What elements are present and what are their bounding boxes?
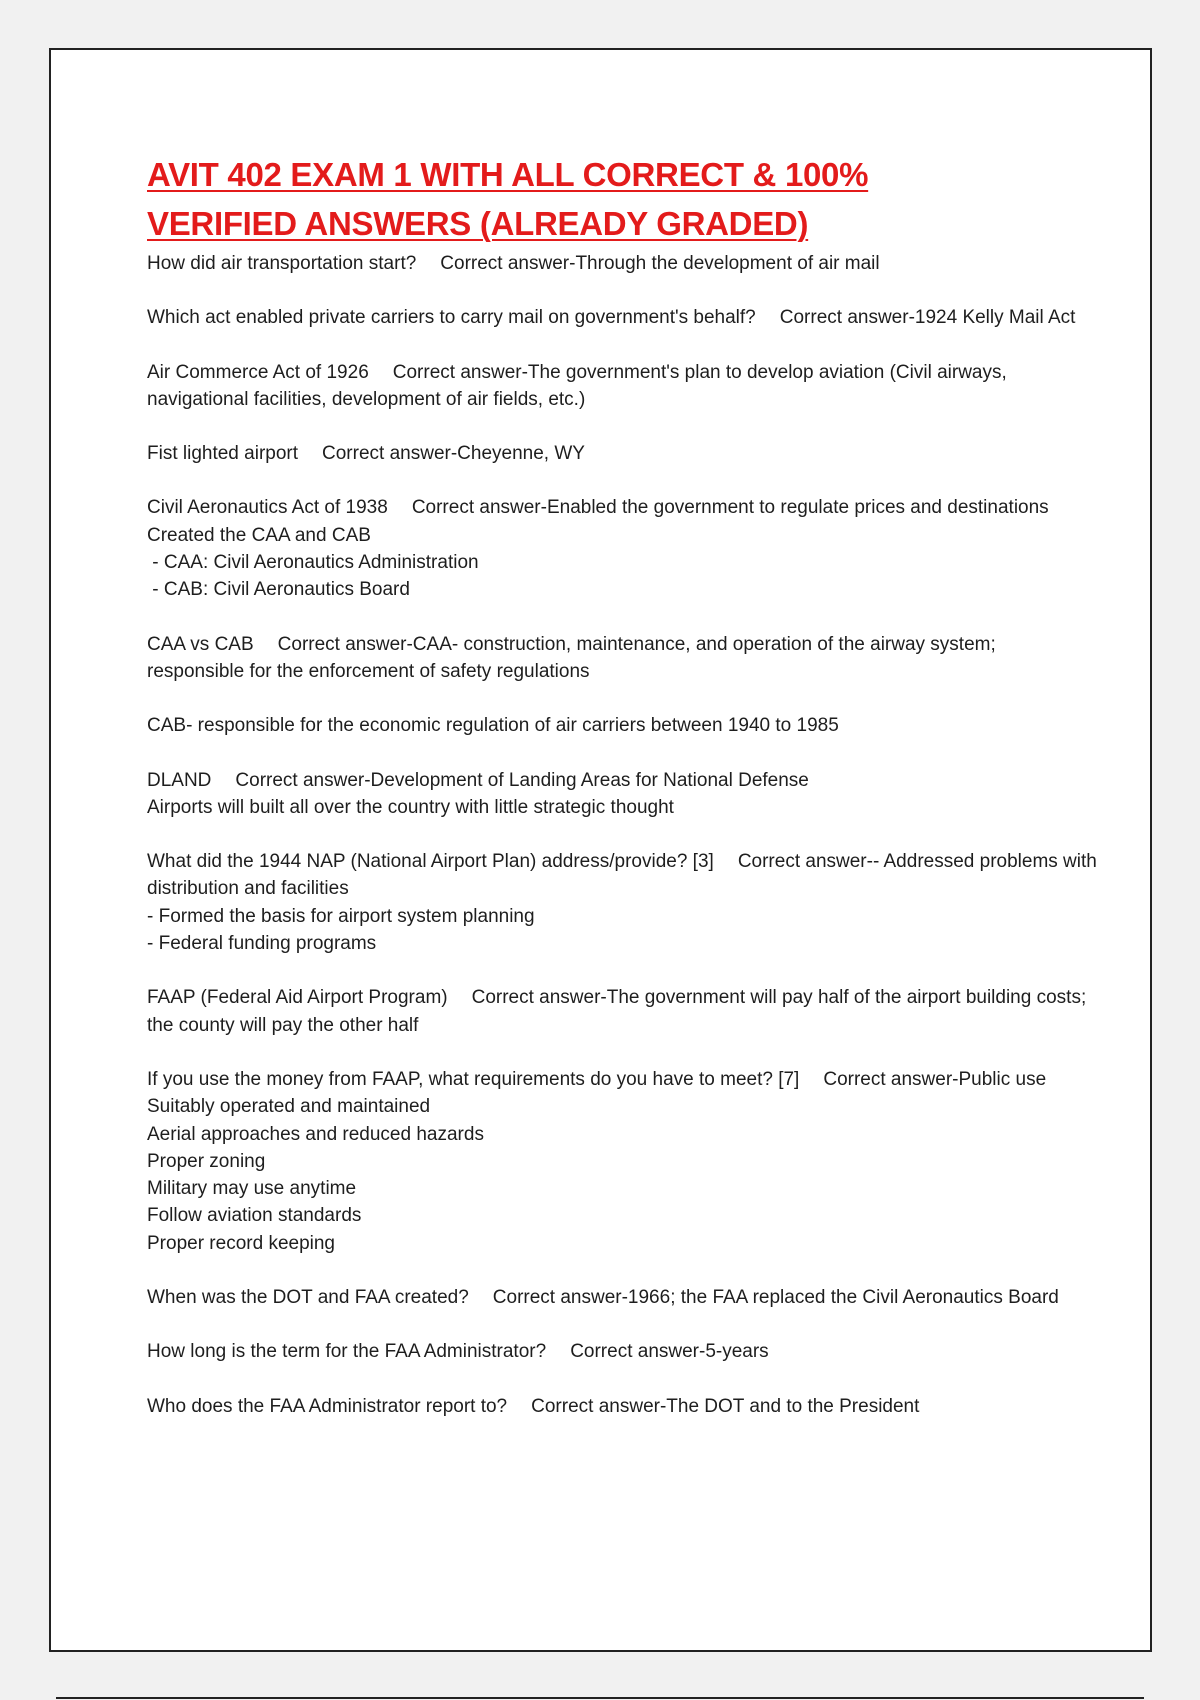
qa-item (147, 848, 1097, 957)
answer-extra-line: Proper record keeping (147, 1232, 335, 1254)
qa-main-line (147, 1284, 1097, 1311)
qa-item (147, 359, 1097, 414)
answer-text: Correct answer-The government's plan to develop aviation (Civil airways, navigational facilities, development of air fields, etc.) (147, 361, 1007, 410)
qa-item (147, 494, 1097, 603)
qa-main-line (147, 631, 1097, 686)
question-text: How did air transportation start? (147, 253, 417, 274)
answer-text: Correct answer-- Addressed problems with distribution and facilities (147, 851, 1097, 900)
answer-text: Correct answer-Public use (823, 1068, 1047, 1090)
qa-main-line (147, 1393, 1097, 1420)
qa-item (147, 712, 1097, 739)
qa-item (147, 1338, 1097, 1365)
answer-text: Correct answer-Enabled the government to regulate prices and destinations (411, 497, 1049, 519)
answer-text: Correct answer-CAA- construction, maintenance, and operation of the airway system; responsible for the enforcement of safety regulations (147, 633, 996, 682)
question-text: Which act enabled private carriers to carry mail on government's behalf? (147, 307, 756, 329)
answer-text: Correct answer-1966; the FAA replaced the Civil Aeronautics Board (492, 1287, 1059, 1309)
answer-text: Correct answer-Through the development of air mail (440, 253, 880, 274)
qa-main-line (147, 712, 1097, 739)
answer-extra-line: - CAB: Civil Aeronautics Board (147, 579, 410, 601)
question-text: DLAND (147, 769, 212, 791)
question-text: How long is the term for the FAA Administrator? (147, 1341, 547, 1363)
qa-main-line (147, 767, 1097, 794)
qa-main-line (147, 494, 1097, 521)
qa-main-line (147, 1338, 1097, 1365)
answer-extra-line: - Formed the basis for airport system planning (147, 905, 535, 927)
answer-text: Correct answer-The DOT and to the President (531, 1395, 920, 1417)
answer-extra-line: Military may use anytime (147, 1178, 357, 1200)
answer-extra-line: - Federal funding programs (147, 933, 377, 955)
question-text: Who does the FAA Administrator report to? (147, 1395, 508, 1417)
answer-extra-line: Proper zoning (147, 1150, 266, 1172)
question-text: Civil Aeronautics Act of 1938 (147, 497, 388, 519)
question-text: Fist lighted airport (147, 443, 299, 465)
qa-item (147, 250, 1097, 277)
qa-item (147, 984, 1097, 1039)
answer-extra-line: Suitably operated and maintained (147, 1096, 431, 1118)
qa-main-line (147, 1066, 1097, 1093)
answer-extra-line: Follow aviation standards (147, 1205, 362, 1227)
question-text: What did the 1944 NAP (National Airport Plan) address/provide? [3] (147, 851, 714, 873)
qa-item (147, 1066, 1097, 1257)
question-text: FAAP (Federal Aid Airport Program) (147, 987, 448, 1009)
answer-text: Correct answer-Development of Landing Areas for National Defense (235, 769, 809, 791)
qa-item (147, 1393, 1097, 1420)
answer-extra-line: Aerial approaches and reduced hazards (147, 1123, 484, 1145)
qa-main-line (147, 848, 1097, 903)
answer-extra-line: Airports will built all over the country with little strategic thought (147, 796, 674, 818)
next-page-border (56, 1697, 1144, 1699)
qa-list (147, 250, 1097, 1420)
qa-main-line (147, 359, 1097, 414)
qa-main-line (147, 250, 1097, 277)
answer-text: Correct answer-1924 Kelly Mail Act (779, 307, 1076, 329)
qa-item (147, 440, 1097, 467)
answer-text: Correct answer-Cheyenne, WY (322, 443, 585, 465)
qa-item (147, 631, 1097, 686)
document-content (147, 150, 1097, 1447)
answer-text: CAB- responsible for the economic regulation of air carriers between 1940 to 1985 (147, 715, 839, 737)
document-title (147, 150, 1097, 248)
question-text: If you use the money from FAAP, what requirements do you have to meet? [7] (147, 1068, 800, 1090)
document-page (49, 48, 1152, 1652)
title-line-2: VERIFIED ANSWERS (ALREADY GRADED) (147, 205, 809, 242)
qa-item (147, 304, 1097, 331)
qa-item (147, 1284, 1097, 1311)
answer-extra-line: Created the CAA and CAB (147, 524, 371, 546)
qa-main-line (147, 440, 1097, 467)
question-text: Air Commerce Act of 1926 (147, 361, 369, 383)
answer-text: Correct answer-5-years (570, 1341, 769, 1363)
qa-item (147, 767, 1097, 822)
qa-main-line (147, 304, 1097, 331)
answer-extra-line: - CAA: Civil Aeronautics Administration (147, 552, 479, 574)
question-text: When was the DOT and FAA created? (147, 1287, 469, 1309)
title-line-1: AVIT 402 EXAM 1 WITH ALL CORRECT & 100% (147, 156, 869, 193)
qa-main-line (147, 984, 1097, 1039)
question-text: CAA vs CAB (147, 633, 254, 655)
answer-text: Correct answer-The government will pay half of the airport building costs; the county will pay the other half (147, 987, 1087, 1036)
